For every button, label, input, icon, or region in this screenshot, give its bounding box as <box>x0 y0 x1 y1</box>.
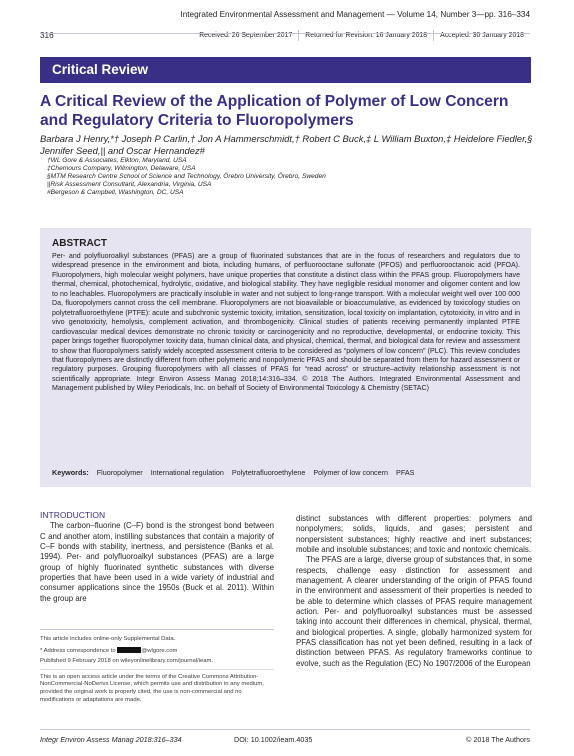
author-list: Barbara J Henry,*† Joseph P Carlin,† Jon A Hammerschmidt,† Robert C Buck,‡ L William Buxton,‡ Heidelore Fiedler,§ Jennifer Seed,|| and Oscar Hernandez# <box>40 133 533 156</box>
affiliation: ||Risk Assessment Consultant, Alexandria, Virginia, USA <box>47 181 212 189</box>
correspondence-note <box>40 647 274 656</box>
affiliation: §MTM Research Centre School of Science and Technology, Örebro University, Örebro, Sweden <box>47 173 326 181</box>
keywords-label: Keywords: <box>52 468 89 477</box>
page-number: 316 <box>40 31 54 40</box>
affiliation: †WL Gore & Associates, Elkton, Maryland, USA <box>47 157 187 164</box>
abstract-heading: ABSTRACT <box>52 238 107 249</box>
dates-bar <box>193 30 530 41</box>
footer-citation: Integr Environ Assess Manag 2018:316–334 <box>40 735 182 744</box>
affiliation: ‡Chemours Company, Wilmington, Delaware, USA <box>47 165 196 173</box>
keyword: Polymer of low concern <box>313 468 389 477</box>
header-divider <box>40 33 530 34</box>
footer-divider <box>40 729 530 730</box>
keyword: PFAS <box>396 468 415 477</box>
keywords <box>52 468 522 477</box>
keyword: Polytetrafluoroethylene <box>231 468 306 477</box>
footnote-divider <box>40 669 274 670</box>
affiliation-list <box>47 157 537 197</box>
footer-doi[interactable]: DOI: 10.1002/ieam.4035 <box>234 735 313 744</box>
keyword: International regulation <box>150 468 224 477</box>
affiliation: #Bergeson & Campbell, Washington, DC, USA <box>47 189 184 197</box>
right-column <box>296 514 532 669</box>
keyword: Fluoropolymer <box>96 468 143 477</box>
accepted-date: Accepted: 30 January 2018 <box>433 30 530 41</box>
section-label: Critical Review <box>52 62 149 77</box>
section-banner <box>40 57 531 83</box>
received-date: Received: 26 September 2017 <box>199 32 293 39</box>
license-note: This is an open access article under the terms of the Creative Commons Attribution-NonCommercial-NoDerivs License, which permits use and distribution in any medium, provided the original work is properly cited, the use is non-commercial and no modifications or adaptations are made. <box>40 673 264 703</box>
published-note: Published 9 February 2018 on wileyonlinelibrary.com/journal/ieam. <box>40 658 214 665</box>
introduction-paragraph: The carbon–fluorine (C–F) bond is the strongest bond between C and another atom, instilling substances that contain a majority of C–F bonds with stability, inertness, and persistence (Banks et al. 1994). Per- and polyfluoroalkyl substances (PFAS) are a large group of highly fluorinated synthetic substances with diverse properties that have been used in a wide variety of industrial and consumer applications since the 1950s (Buck et al. 2011). Within the group are <box>40 521 274 603</box>
revision-date: Returned for Revision: 16 January 2018 <box>298 30 433 41</box>
journal-title: Integrated Environmental Assessment and Management — Volume 14, Number 3—pp. 316–334 <box>180 10 530 19</box>
introduction-heading: INTRODUCTION <box>40 510 106 520</box>
body-paragraph: distinct substances with different properties: polymers and nonpolymers; solids, liquids, and gases; persistent and nonpersistent substances; highly reactive and inert substances; mobile and insoluble substances; and toxic and nontoxic chemicals. <box>296 514 532 555</box>
footer-copyright: © 2018 The Authors <box>466 735 530 744</box>
left-column <box>40 510 274 604</box>
redacted-email <box>117 647 141 653</box>
body-paragraph: The PFAS are a large, diverse group of substances that, in some respects, challenge easy distinction for assessment and management. A clearer understanding of the origin of PFAS found in the environment and assessment of their properties is needed to be able to determine which classes of PFAS require management action. Per- and polyfluoroalkyl substances must be assessed taking into account their differences in chemical, physical, thermal, and biological properties. A single, globally harmonized system for PFAS classification has not yet been defined, resulting in a lack of distinction between PFAS. As regulatory frameworks continue to evolve, such as the Regulation (EC) No 1907/2006 of the European <box>296 555 532 668</box>
correspondence-prefix: * Address correspondence to <box>40 647 116 654</box>
abstract-text: Per- and polyfluoroalkyl substances (PFAS) are a group of fluorinated substances that are in the focus of researchers and regulators due to widespread presence in the environment and biota, including humans, of perfluorooctane sulfonate (PFOS) and perfluorooctanoic acid (PFOA). Fluoropolymers, high molecular weight polymers, have unique properties that constitute a distinct class within the PFAS group. Fluoropolymers have thermal, chemical, photochemical, hydrolytic, oxidative, and biological stability. They have negligible residual monomer and oligomer content and low to no leachables. Fluoropolymers are practically insoluble in water and not subject to long-range transport. With a molecular weight well over 100 000 Da, fluoropolymers cannot cross the cell membrane. Fluoropolymers are not bioavailable or bioaccumulative, as evidenced by toxicology studies on polytetrafluoroethylene (PTFE): acute and subchronic systemic toxicity, irritation, sensitization, local toxicity on implantation, cytotoxicity, in vitro and in vivo genotoxicity, hemolysis, complement activation, and thrombogenicity. Clinical studies of patients receiving permanently implanted PTFE cardiovascular medical devices demonstrate no chronic toxicity or carcinogenicity and no reproductive, developmental, or endocrine toxicity. This paper brings together fluoropolymer toxicity data, human clinical data, and physical, chemical, thermal, and biological data for review and assessment to show that fluoropolymers satisfy widely accepted assessment criteria to be considered as “polymers of low concern” (PLC). This review concludes that fluoropolymers are distinctly different from other polymeric and nonpolymeric PFAS and should be separated from them for hazard assessment or regulatory purposes. Grouping fluoropolymers with all classes of PFAS for “read across” or structure–activity relationship assessment is not scientifically appropriate. Integr Environ Assess Manag 2018;14:316–334. © 2018 The Authors. Integrated Environmental Assessment and Management published by Wiley Periodicals, Inc. on behalf of Society of Environmental Toxicology & Chemistry (SETAC) <box>52 253 520 393</box>
correspondence-domain: @wlgore.com <box>141 647 178 654</box>
article-title: A Critical Review of the Application of Polymer of Low Concern and Regulatory Criteria to Fluoropolymers <box>40 93 509 129</box>
supplemental-note: This article includes online-only Supplemental Data. <box>40 636 176 642</box>
footnote-box <box>40 629 274 707</box>
abstract-box <box>40 228 531 487</box>
